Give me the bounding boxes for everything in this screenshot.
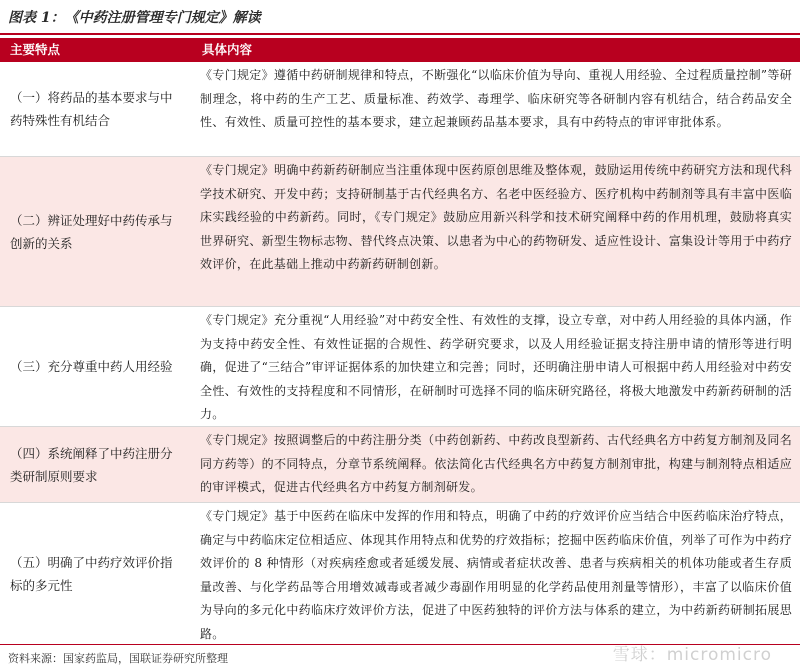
table-row: [0, 427, 800, 503]
row-content: 《专门规定》遵循中药研制规律和特点，不断强化“以临床价值为导向、重视人用经验、全过程质量控制”等研制理念，将中药的生产工艺、质量标准、药效学、毒理学、临床研究等各研制内容有机结合，结合药品安全性、有效性、质量可控性的基本要求，建立起兼顾药品基本要求，具有中药特点的审评审批体系。: [200, 68, 792, 129]
table-header: [0, 38, 800, 62]
row-feature: （一）将药品的基本要求与中药特殊性有机结合: [10, 90, 173, 128]
row-feature: （二）辨证处理好中药传承与创新的关系: [10, 212, 173, 251]
header-feature: 主要特点: [10, 42, 61, 57]
row-feature: （三）充分尊重中药人用经验: [10, 359, 173, 374]
source-note: 资料来源：国家药监局，国联证券研究所整理: [8, 652, 228, 665]
row-content: 《专门规定》明确中药新药研制应当注重体现中医药原创思维及整体观，鼓励运用传统中药研究方法和现代科学技术研究、开发中药；支持研制基于古代经典名方、名老中医经验方、医疗机构中药制剂等具有丰富中医临床实践经验的中药新药。同时，《专门规定》鼓励应用新兴科学和技术研究阐释中药的作用机理，鼓励将真实世界研究、新型生物标志物、替代终点决策、以患者为中心的药物研发、适应性设计、富集设计等用于中药疗效评价，在此基础上推动中药新药研制创新。: [200, 163, 792, 271]
watermark: 雪球：micromicro: [612, 645, 772, 665]
interpretation-table: [0, 38, 800, 645]
row-content: 《专门规定》按照调整后的中药注册分类（中药创新药、中药改良型新药、古代经典名方中药复方制剂及同名同方药等）的不同特点，分章节系统阐释。依法简化古代经典名方中药复方制剂审批，构建与制剂特点相适应的审评模式，促进古代经典名方中药复方制剂研发。: [200, 433, 792, 494]
title-divider: [0, 33, 800, 35]
figure-title: 图表 1：《中药注册管理专门规定》解读: [8, 10, 261, 26]
table-row: [0, 62, 800, 157]
row-feature: （四）系统阐释了中药注册分类研制原则要求: [10, 445, 173, 484]
table-row: [0, 503, 800, 645]
header-content: 具体内容: [202, 42, 253, 57]
row-content: 《专门规定》基于中医药在临床中发挥的作用和特点，明确了中药的疗效评价应当结合中医药临床治疗特点，确定与中药临床定位相适应、体现其作用特点和优势的疗效指标；挖掘中医药临床价值，列举了可作为中药疗效评价的 8 种情形（对疾病痊愈或者延缓发展、病情或者症状改善、患者与疾病相关的机体功能或者生存质量改善、与化学药品等合用增效减毒或者减少毒副作用明显的化学药品使用剂量等情形），丰富了以临床价值为导向的多元化中药临床疗效评价方法，促进了中医药独特的评价方法与体系的建立，为中药新药研制拓展思路。: [200, 509, 792, 641]
table-row: [0, 157, 800, 307]
row-content: 《专门规定》充分重视“人用经验”对中药安全性、有效性的支撑，设立专章，对中药人用经验的具体内涵，作为支持中药安全性、有效性证据的合规性、药学研究要求，以及人用经验证据支持注册申请的情形等进行明确，促进了“三结合”审评证据体系的加快建立和完善；同时，还明确注册申请人可根据中药人用经验对中药安全性、有效性的支持程度和不同情形，在研制时可选择不同的临床研究路径，将极大地激发中药新药研制的活力。: [200, 313, 792, 421]
table-row: [0, 307, 800, 427]
row-feature: （五）明确了中药疗效评价指标的多元性: [10, 554, 173, 593]
